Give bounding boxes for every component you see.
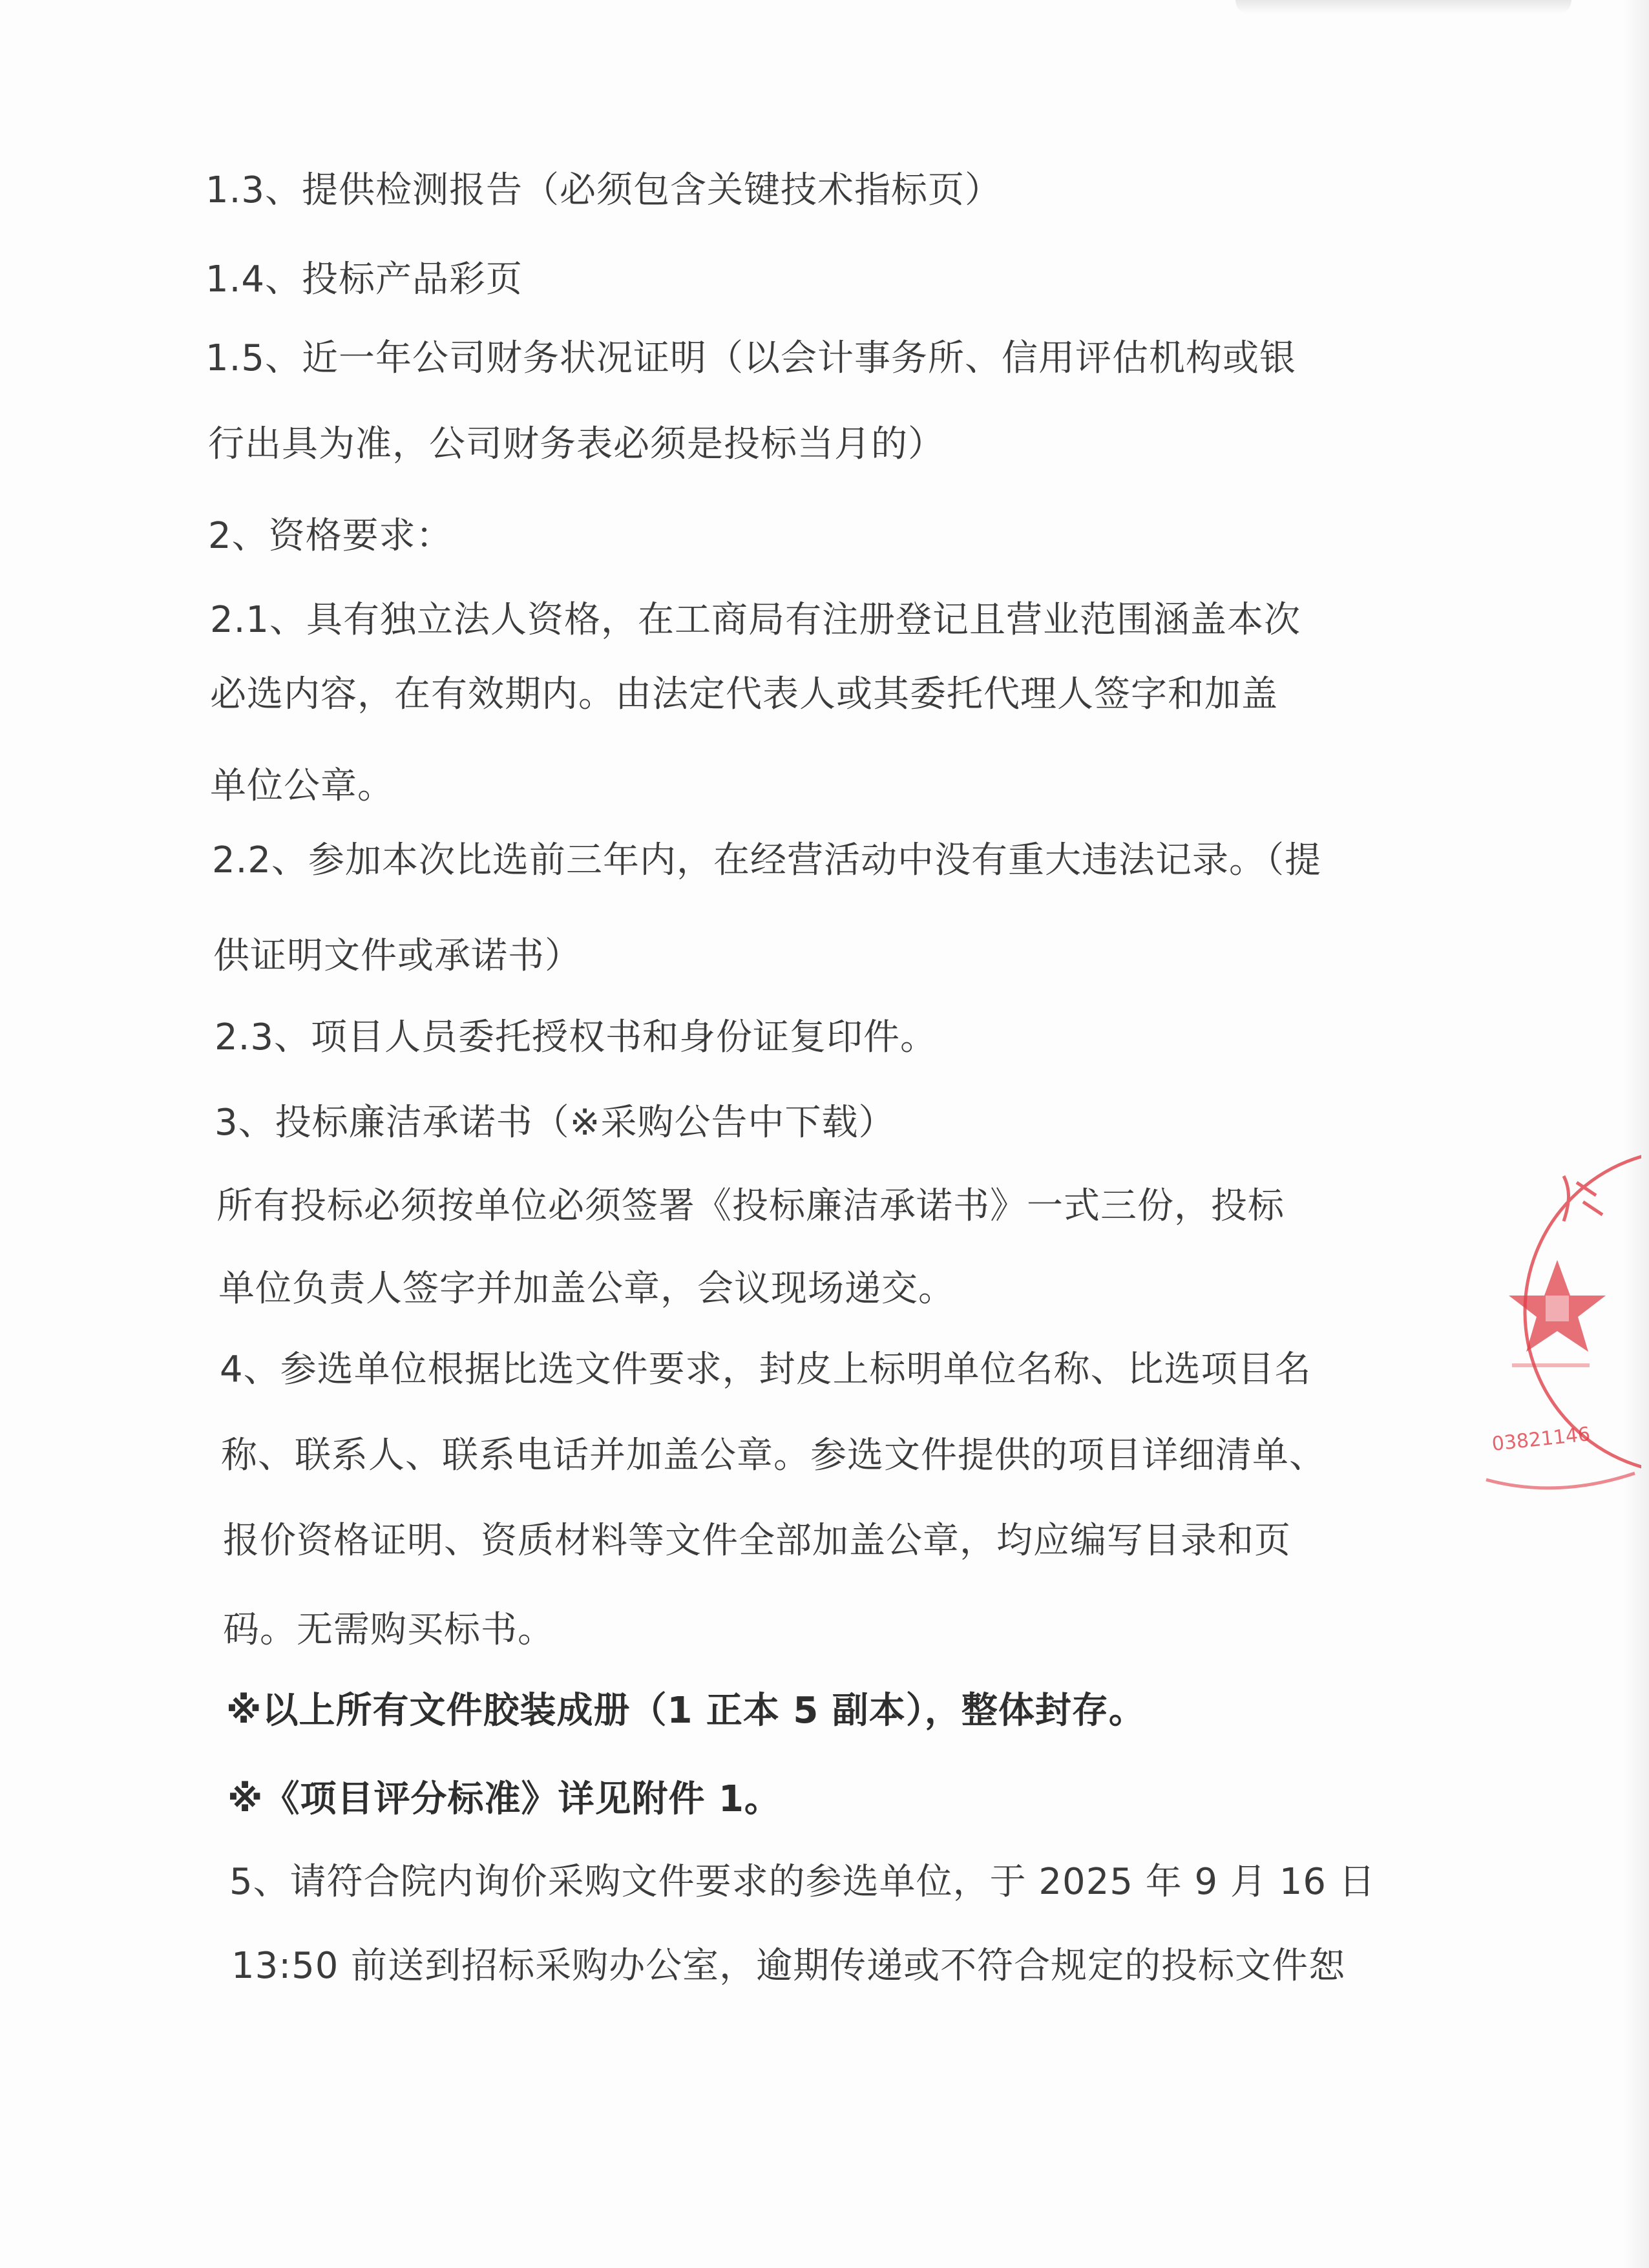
item-1-5-line-1: 1.5、近一年公司财务状况证明（以会计事务所、信用评估机构或银	[205, 337, 1297, 379]
section-4-line-2: 称、联系人、联系电话并加盖公章。参选文件提供的项目详细清单、	[221, 1434, 1326, 1476]
section-4-line-4: 码。无需购买标书。	[223, 1609, 554, 1651]
section-3-heading: 3、投标廉洁承诺书（※采购公告中下载）	[215, 1102, 896, 1144]
section-5-line-2: 13:50 前送到招标采购办公室，逾期传递或不符合规定的投标文件恕	[231, 1945, 1346, 1987]
section-4-line-1: 4、参选单位根据比选文件要求，封皮上标明单位名称、比选项目名	[220, 1349, 1312, 1391]
item-2-2-line-2: 供证明文件或承诺书）	[213, 935, 582, 977]
item-2-3: 2.3、项目人员委托授权书和身份证复印件。	[215, 1016, 938, 1058]
seal-graphic	[1473, 1150, 1641, 1512]
section-3-line-2: 单位负责人签字并加盖公章，会议现场递交。	[218, 1268, 955, 1310]
seal-inner-line	[1512, 1363, 1590, 1367]
seal-qr-mark	[1546, 1296, 1569, 1321]
seal-number: 03821146	[1491, 1423, 1591, 1456]
seal-rim-characters	[1564, 1176, 1602, 1221]
section-5-line-1: 5、请符合院内询价采购文件要求的参选单位，于 2025 年 9 月 16 日	[229, 1861, 1376, 1903]
item-1-4: 1.4、投标产品彩页	[205, 258, 523, 300]
red-seal-stamp	[1473, 1150, 1641, 1512]
seal-lower-arc	[1486, 1473, 1635, 1488]
item-2-1-line-3: 单位公章。	[210, 765, 394, 807]
item-2-1-line-2: 必选内容，在有效期内。由法定代表人或其委托代理人签字和加盖	[210, 673, 1278, 715]
binding-note: ※以上所有文件胶装成册（1 正本 5 副本），整体封存。	[226, 1690, 1146, 1732]
scoring-note: ※《项目评分标准》详见附件 1。	[227, 1778, 781, 1820]
section-4-line-3: 报价资格证明、资质材料等文件全部加盖公章，均应编写目录和页	[223, 1520, 1291, 1562]
item-1-5-line-2: 行出具为准，公司财务表必须是投标当月的）	[208, 423, 945, 465]
item-1-3: 1.3、提供检测报告（必须包含关键技术指标页）	[205, 169, 1002, 211]
section-3-line-1: 所有投标必须按单位必须签署《投标廉洁承诺书》一式三份，投标	[216, 1185, 1285, 1227]
item-2-2-line-1: 2.2、参加本次比选前三年内，在经营活动中没有重大违法记录。（提	[212, 839, 1322, 881]
item-2-1-line-1: 2.1、具有独立法人资格，在工商局有注册登记且营业范围涵盖本次	[210, 599, 1301, 641]
section-2-heading: 2、资格要求：	[208, 515, 453, 557]
